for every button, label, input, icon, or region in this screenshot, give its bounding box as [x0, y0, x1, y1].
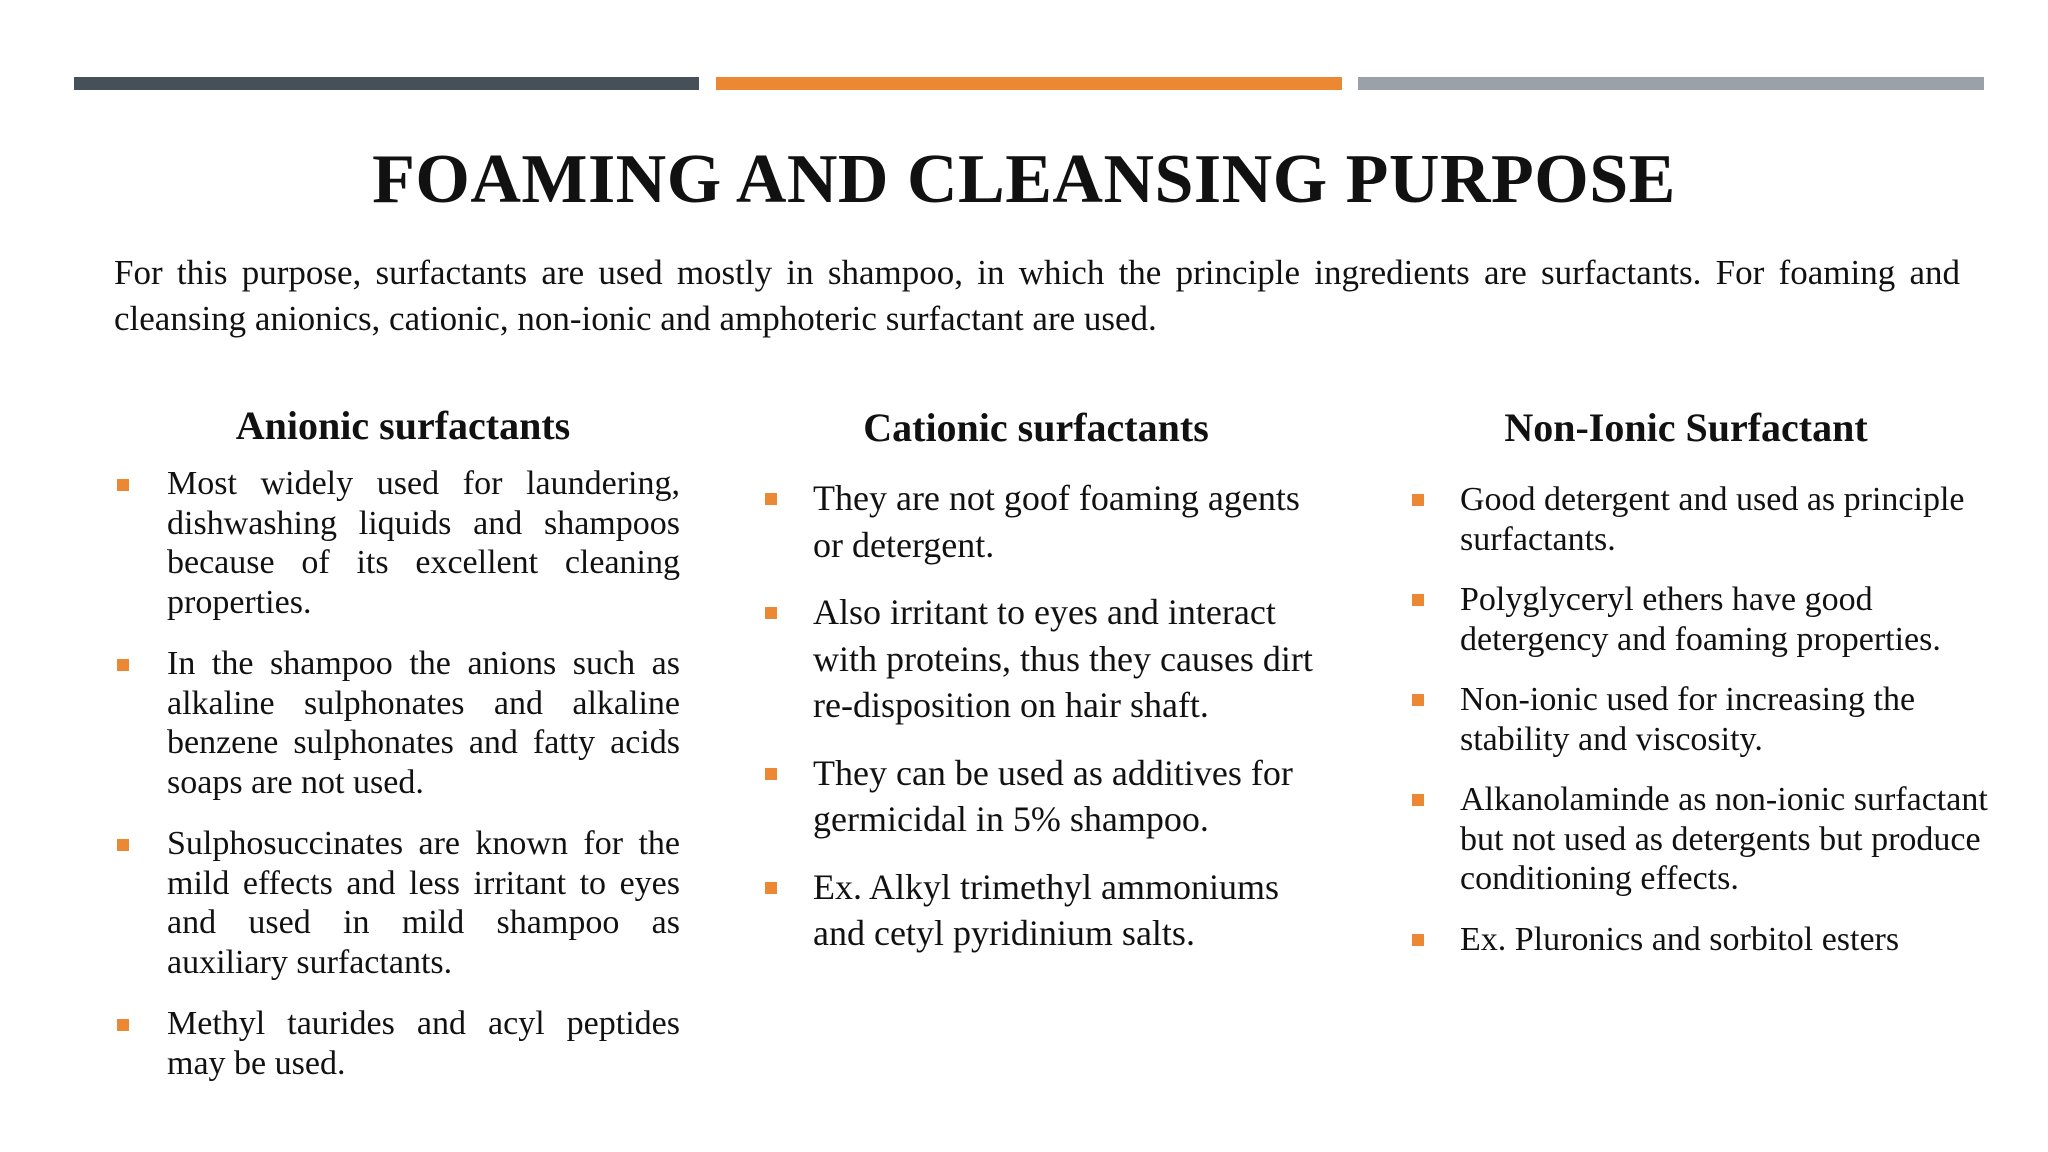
list-item	[110, 1004, 680, 1083]
square-bullet-icon	[1412, 934, 1424, 946]
list-item	[1404, 580, 2004, 659]
anionic-bullet-list	[110, 464, 680, 1083]
slide-title: FOAMING AND CLEANSING PURPOSE	[372, 141, 1676, 218]
top-bar-dark	[74, 77, 699, 90]
square-bullet-icon	[765, 768, 777, 780]
bullet-text: Sulphosuccinates are known for the mild effects and less irritant to eyes and used in mild shampoo as auxiliary surfactants.	[167, 825, 680, 981]
top-bar-orange	[716, 77, 1342, 90]
square-bullet-icon	[117, 839, 129, 851]
list-item	[1404, 780, 2004, 899]
list-item	[1404, 680, 2004, 759]
square-bullet-icon	[117, 659, 129, 671]
bullet-text: Most widely used for laundering, dishwashing liquids and shampoos because of its excellent cleaning properties.	[167, 465, 680, 621]
square-bullet-icon	[1412, 494, 1424, 506]
square-bullet-icon	[765, 607, 777, 619]
list-item	[758, 750, 1328, 843]
bullet-text: Ex. Pluronics and sorbitol esters	[1460, 920, 1900, 958]
anionic-column	[110, 402, 680, 1105]
bullet-text: Non-ionic used for increasing the stability and viscosity.	[1460, 681, 1916, 758]
cationic-column	[758, 404, 1328, 978]
top-bar-gray	[1358, 77, 1984, 90]
bullet-text: Alkanolaminde as non-ionic surfactant but not used as detergents but produce conditioning effects.	[1460, 781, 1988, 897]
square-bullet-icon	[765, 493, 777, 505]
bullet-text: Also irritant to eyes and interact with proteins, thus they causes dirt re-disposition on hair shaft.	[813, 592, 1313, 725]
nonionic-heading: Non-Ionic Surfactant	[1504, 405, 1868, 450]
list-item	[1404, 480, 2004, 559]
list-item	[110, 824, 680, 982]
nonionic-column	[1404, 404, 2004, 980]
intro-paragraph: For this purpose, surfactants are used mostly in shampoo, in which the principle ingredients are surfactants. For foaming and cleansing anionics, cationic, non-ionic and amphoteric surfactant are used.	[114, 253, 1960, 338]
square-bullet-icon	[765, 882, 777, 894]
bullet-text: In the shampoo the anions such as alkaline sulphonates and alkaline benzene sulphonates and fatty acids soaps are not used.	[167, 645, 680, 801]
list-item	[758, 864, 1328, 957]
bullet-text: They can be used as additives for germicidal in 5% shampoo.	[813, 752, 1293, 839]
nonionic-bullet-list	[1404, 480, 2004, 959]
list-item	[110, 644, 680, 802]
cationic-heading: Cationic surfactants	[863, 405, 1209, 450]
bullet-text: They are not goof foaming agents or detergent.	[813, 478, 1300, 565]
square-bullet-icon	[1412, 594, 1424, 606]
square-bullet-icon	[117, 479, 129, 491]
list-item	[758, 589, 1328, 729]
anionic-heading: Anionic surfactants	[235, 403, 571, 448]
list-item	[110, 464, 680, 622]
square-bullet-icon	[1412, 794, 1424, 806]
bullet-text: Methyl taurides and acyl peptides may be used.	[167, 1005, 680, 1082]
cationic-bullet-list	[758, 475, 1328, 957]
square-bullet-icon	[117, 1019, 129, 1031]
bullet-text: Ex. Alkyl trimethyl ammoniums and cetyl pyridinium salts.	[813, 866, 1279, 953]
bullet-text: Good detergent and used as principle surfactants.	[1460, 481, 1965, 558]
list-item	[1404, 920, 2004, 960]
square-bullet-icon	[1412, 694, 1424, 706]
bullet-text: Polyglyceryl ethers have good detergency and foaming properties.	[1460, 581, 1941, 658]
list-item	[758, 475, 1328, 568]
